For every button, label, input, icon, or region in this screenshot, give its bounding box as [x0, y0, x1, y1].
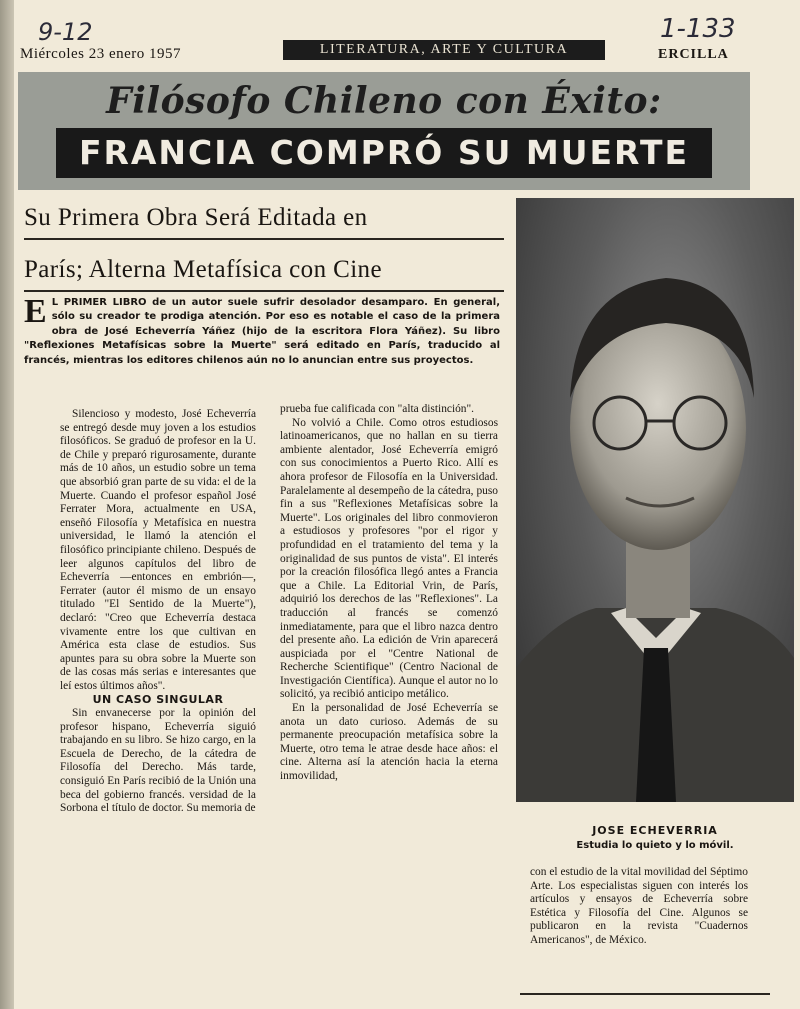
body-paragraph: Silencioso y modesto, José Echeverría se entregó desde muy joven a los estudios filosóficos. Se graduó de profesor en la U. de Chile y preparó rigurosamente, durante más de 10 años, un estudio sobre un tema que absorbió gran parte de su vida: el de la Muerte. Cuando el profesor español José Ferrater Mora, actualmente en USA, enseñó Filosofía y Metafísica en nuestra universidad, le llamó la atención el filosófico principiante chileno. Después de leer algunos capítulos del libro de Echeverría —entonces en embrión—, Ferrater (autor él mismo de un ensayo titulado "El Sentido de la Muerte"), declaró: "Creo que Echeverría destaca vivamente entre los que cultivan en América esta clase de estudios. Sus apuntes para su obra sobre la Muerte son de las cosas más serias e interesantes que leí estos últimos años".: [60, 408, 256, 692]
column-2: [280, 403, 498, 784]
lead-paragraph: [24, 293, 500, 368]
column-3: [530, 866, 748, 948]
photo-caption: Estudia lo quieto y lo móvil.: [576, 840, 734, 851]
lead-text: L PRIMER LIBRO de un autor suele sufrir desolador desamparo. En general, sólo su creador te prodiga atención. Por eso es notable el caso de la primera obra de José Echeverría Yáñez (hijo de la escritora Flora Yáñez). Su libro "Reflexiones Metafísicas sobre la Muerte" será editado en París, traducido al francés, mientras los editores chilenos aún no lo anuncian entre sus proyectos.: [24, 297, 500, 366]
headline: FRANCIA COMPRÓ SU MUERTE: [56, 128, 712, 178]
handwritten-note-left: 9-12: [38, 18, 93, 46]
kicker: Filósofo Chileno con Éxito:: [106, 80, 662, 122]
body-paragraph: No volvió a Chile. Como otros estudiosos latinoamericanos, que no hallan en su tierra ambiente alentador, José Echeverría emigró con sus conocimientos a Puerto Rico. Allí es ahora profesor de Filosofía en la Universidad. Paralelamente al desempeño de la cátedra, puso fin a sus "Reflexiones Metafísicas sobre la Muerte". Los originales del libro conmovieron a estudiosos y profesores "por el rigor y profundidad en el tratamiento del tema y la originalidad de sus puntos de vista". El interés por la creación filosófica llegó antes a Francia que a Chile. La Editorial Vrin, de París, adquirió los derechos de las "Reflexiones". La traducción al francés se comenzó inmediatamente, para que el libro nazca dentro del presente año. La edición de Vrin aparecerá auspiciada por el "Centre National de Recherche Scientifique" (Centro Nacional de Investigación Científica). Aunque el autor no lo solicitó, ya recibió anticipo metálico.: [280, 416, 498, 701]
deck: [24, 198, 504, 292]
headline-band: [18, 72, 750, 190]
body-paragraph: prueba fue calificada con "alta distinción".: [280, 403, 474, 415]
body-paragraph: Sin envanecerse por la opinión del profesor hispano, Echeverría siguió trabajando en su libro. Se hizo cargo, en la Escuela de Derecho, de la cátedra de Filosofía del Derecho. Más tarde, consiguió En París recibió de la Unión una beca del gobierno francés. versidad de la Sorbona el título de doctor. Su memoria de: [60, 707, 256, 815]
scan-edge: [0, 0, 14, 1009]
drop-cap: E: [24, 293, 47, 330]
column-1: [60, 408, 256, 816]
issue-date: Miércoles 23 enero 1957: [20, 46, 182, 62]
photo-caption-name: JOSE ECHEVERRIA: [592, 824, 718, 837]
magazine-name: ERCILLA: [658, 47, 729, 62]
deck-line-1: Su Primera Obra Será Editada en: [24, 198, 504, 240]
column-rule: [520, 993, 770, 995]
portrait-photo: [516, 198, 794, 802]
section-banner: LITERATURA, ARTE Y CULTURA: [283, 40, 605, 60]
subheading: UN CASO SINGULAR: [92, 693, 224, 707]
deck-line-2: París; Alterna Metafísica con Cine: [24, 250, 504, 292]
body-paragraph: En la personalidad de José Echeverría se anota un dato curioso. Además de su permanente preocupación metafísica sobre la Muerte, otro tema le atrae desde hace años: el cine. Alterna así la atención hacia la eterna inmovilidad,: [280, 702, 498, 783]
body-paragraph: con el estudio de la vital movilidad del Séptimo Arte. Los especialistas siguen con interés los artículos y ensayos de Echeverría sobre Estética y Filosofía del Cine. Algunos se publicaron en la revista "Cuadernos Americanos", de México.: [530, 866, 748, 946]
portrait-illustration: [516, 198, 794, 802]
handwritten-note-right: 1-133: [660, 14, 736, 44]
